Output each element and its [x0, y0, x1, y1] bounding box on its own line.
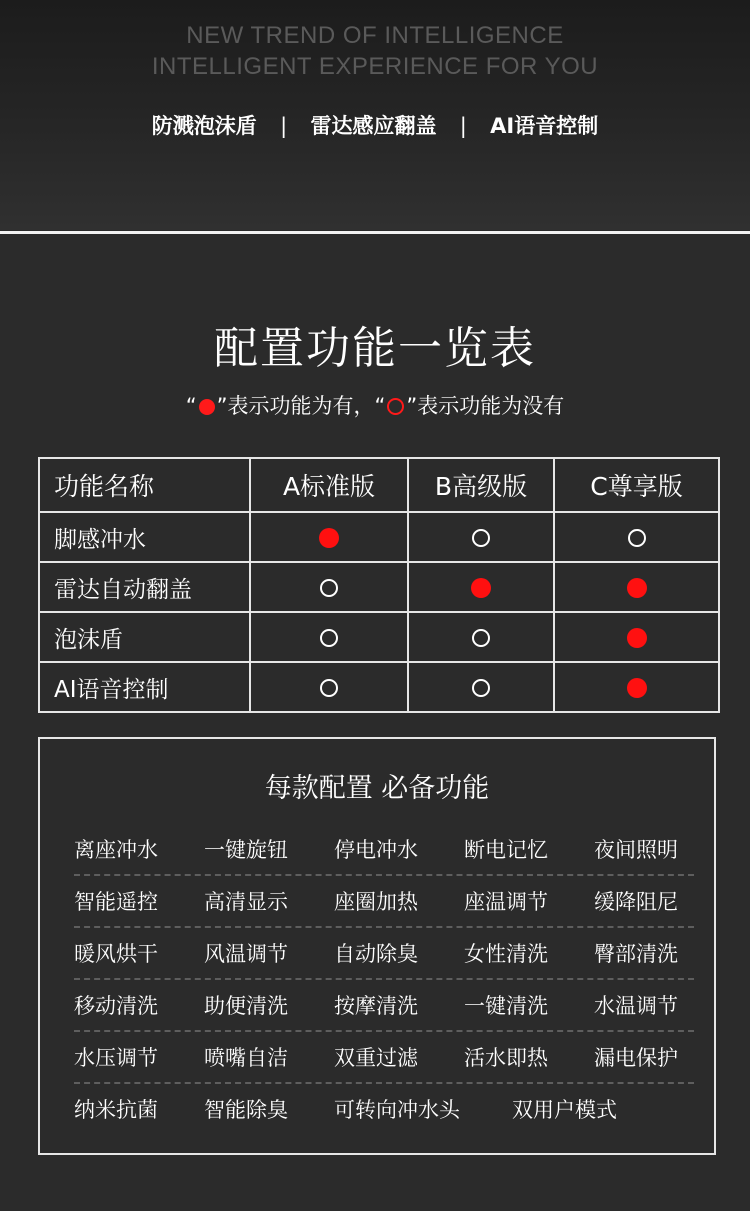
- feature-item: 喷嘴自洁: [204, 1046, 288, 1070]
- header-version-b: B高级版: [408, 458, 554, 512]
- filled-dot-icon: [627, 628, 647, 648]
- legend-filled-text: 表示功能为有，: [227, 394, 375, 418]
- table-row: [39, 612, 719, 662]
- feature-item: 纳米抗菌: [74, 1098, 158, 1122]
- feature-item: 智能遥控: [74, 890, 158, 914]
- hero-feature-2: 雷达感应翻盖: [310, 114, 437, 138]
- feature-item: 暖风烘干: [74, 942, 158, 966]
- hollow-dot-icon: [387, 398, 404, 415]
- feature-item: 夜间照明: [594, 838, 678, 862]
- filled-dot-icon: [471, 578, 491, 598]
- standard-features-box: [38, 737, 716, 1155]
- feature-item: 一键旋钮: [204, 838, 288, 862]
- availability-cell: [250, 662, 408, 712]
- availability-cell: [408, 562, 554, 612]
- hero-slogan-line1: NEW TREND OF INTELLIGENCE: [186, 22, 564, 49]
- feature-row: [74, 824, 694, 876]
- feature-row: [74, 980, 694, 1032]
- availability-cell: [554, 662, 719, 712]
- feature-item: 水温调节: [594, 994, 678, 1018]
- availability-cell: [408, 662, 554, 712]
- legend: [0, 390, 750, 420]
- feature-row: [74, 876, 694, 928]
- availability-cell: [250, 612, 408, 662]
- legend-open-quote: “: [185, 394, 197, 418]
- feature-item: 自动除臭: [334, 942, 418, 966]
- filled-dot-icon: [199, 399, 215, 415]
- feature-name-cell: 脚感冲水: [39, 512, 250, 562]
- legend-close-quote: ”: [216, 394, 228, 418]
- feature-item: 女性清洗: [464, 942, 548, 966]
- hero-feature-list: [0, 110, 750, 140]
- feature-item: 智能除臭: [204, 1098, 288, 1122]
- feature-item: 座温调节: [464, 890, 548, 914]
- feature-item: 助便清洗: [204, 994, 288, 1018]
- header-feature-name: 功能名称: [39, 458, 250, 512]
- availability-cell: [408, 612, 554, 662]
- table-row: [39, 562, 719, 612]
- feature-item: 停电冲水: [334, 838, 418, 862]
- legend-open-quote: “: [374, 394, 386, 418]
- header-version-a: A标准版: [250, 458, 408, 512]
- filled-dot-icon: [627, 678, 647, 698]
- feature-item: 漏电保护: [594, 1046, 678, 1070]
- feature-name-cell: AI语音控制: [39, 662, 250, 712]
- feature-item: 高清显示: [204, 890, 288, 914]
- hollow-dot-icon: [320, 679, 338, 697]
- hollow-dot-icon: [472, 529, 490, 547]
- availability-cell: [250, 512, 408, 562]
- feature-row: [74, 928, 694, 980]
- feature-item: 水压调节: [74, 1046, 158, 1070]
- hollow-dot-icon: [320, 579, 338, 597]
- availability-cell: [554, 512, 719, 562]
- standard-features-title: 每款配置 必备功能: [264, 773, 490, 804]
- feature-item: 座圈加热: [334, 890, 418, 914]
- feature-item: 双重过滤: [334, 1046, 418, 1070]
- legend-close-quote: ”: [406, 394, 418, 418]
- availability-cell: [250, 562, 408, 612]
- hero-slogan-line2: INTELLIGENT EXPERIENCE FOR YOU: [151, 53, 599, 80]
- feature-item: 一键清洗: [464, 994, 548, 1018]
- table-row: [39, 662, 719, 712]
- legend-hollow-text: 表示功能为没有: [417, 394, 565, 418]
- feature-name-cell: 雷达自动翻盖: [39, 562, 250, 612]
- hollow-dot-icon: [320, 629, 338, 647]
- hollow-dot-icon: [472, 629, 490, 647]
- config-table: [38, 457, 720, 713]
- hero-separator: |: [280, 114, 288, 138]
- feature-item: 移动清洗: [74, 994, 158, 1018]
- section-divider: [0, 231, 750, 234]
- feature-item: 活水即热: [464, 1046, 548, 1070]
- header-version-c: C尊享版: [554, 458, 719, 512]
- feature-name-cell: 泡沫盾: [39, 612, 250, 662]
- feature-item: 臀部清洗: [594, 942, 678, 966]
- feature-item: 缓降阻尼: [594, 890, 678, 914]
- hero-feature-3: AI语音控制: [490, 114, 599, 138]
- feature-item: 双用户模式: [512, 1098, 617, 1122]
- feature-item: 可转向冲水头: [334, 1098, 460, 1122]
- standard-features-grid: [74, 824, 694, 1136]
- hero-feature-1: 防溅泡沫盾: [151, 114, 257, 138]
- hero-banner: [0, 0, 750, 230]
- hollow-dot-icon: [628, 529, 646, 547]
- feature-item: 断电记忆: [464, 838, 548, 862]
- feature-row: [74, 1084, 694, 1136]
- feature-row: [74, 1032, 694, 1084]
- availability-cell: [408, 512, 554, 562]
- hero-separator: |: [459, 114, 467, 138]
- availability-cell: [554, 562, 719, 612]
- feature-item: 风温调节: [204, 942, 288, 966]
- availability-cell: [554, 612, 719, 662]
- hollow-dot-icon: [472, 679, 490, 697]
- table-header-row: [39, 458, 719, 512]
- page-title: 配置功能一览表: [214, 323, 536, 374]
- filled-dot-icon: [627, 578, 647, 598]
- table-row: [39, 512, 719, 562]
- feature-item: 离座冲水: [74, 838, 158, 862]
- feature-item: 按摩清洗: [334, 994, 418, 1018]
- filled-dot-icon: [319, 528, 339, 548]
